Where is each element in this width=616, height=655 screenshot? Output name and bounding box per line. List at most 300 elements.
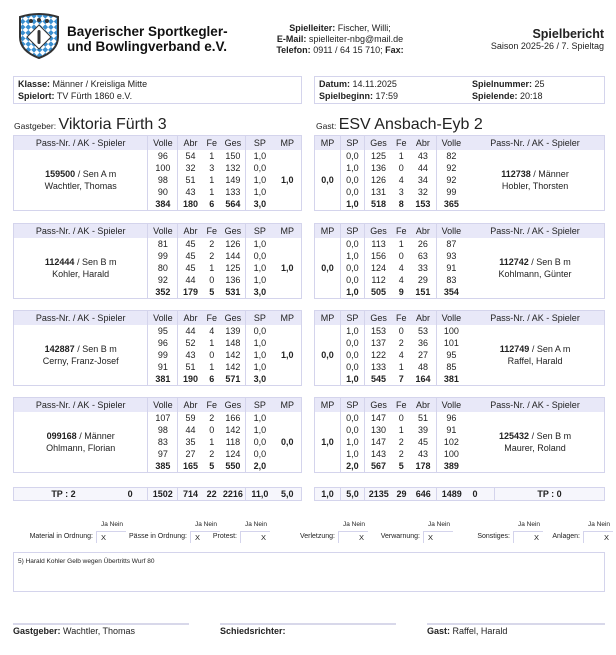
- referee-signature-line: [220, 623, 396, 625]
- table-row: [14, 412, 302, 424]
- ja-nein-header: Ja Nein: [518, 521, 541, 528]
- player-name: Ohlmann, Florian: [46, 442, 116, 453]
- column-header: MP: [315, 398, 341, 412]
- cell: 83: [148, 436, 178, 448]
- datum-value: 14.11.2025: [352, 79, 397, 89]
- pass-number: 125432: [499, 430, 530, 441]
- cell: 143: [364, 448, 392, 460]
- cell: 98: [148, 174, 178, 186]
- cell: 96: [148, 150, 178, 162]
- check-box[interactable]: [240, 531, 270, 543]
- cell: 564: [225, 198, 241, 209]
- cell: 122: [364, 349, 392, 361]
- column-header: Volle: [148, 398, 178, 412]
- contact-info: [240, 23, 440, 56]
- cell: 156: [364, 250, 392, 262]
- table-header: [315, 311, 605, 325]
- column-header: Pass-Nr. / AK - Spieler: [14, 311, 148, 325]
- cell: 1: [398, 238, 404, 249]
- cell: 44: [178, 424, 203, 436]
- cell: 153: [364, 325, 392, 337]
- match-points: 0,0: [281, 436, 294, 447]
- guest-signature-line: [427, 623, 605, 625]
- cell: 34: [417, 174, 428, 185]
- cell: 153: [415, 198, 431, 209]
- klasse-label: Klasse:: [18, 79, 51, 89]
- cell: 107: [148, 412, 178, 424]
- cell: 180: [178, 198, 203, 211]
- column-header: Fe: [392, 224, 410, 238]
- bavarian-shield-icon: [17, 13, 61, 59]
- column-header: Ges: [221, 224, 246, 238]
- report-heading: [491, 27, 604, 52]
- player-cell: [14, 325, 148, 386]
- match-points: 1,0: [321, 436, 334, 447]
- column-header: MP: [315, 311, 341, 325]
- guest-total-sp: 5,0: [341, 488, 365, 501]
- cell: 136: [364, 162, 392, 174]
- cell: 0: [209, 424, 215, 435]
- cell: 2: [398, 448, 404, 459]
- player-cell: [14, 412, 148, 473]
- column-header: Abr: [410, 224, 436, 238]
- cell: 385: [148, 460, 178, 473]
- referee-signature-label: Schiedsrichter:: [220, 626, 286, 636]
- cell: 0: [398, 250, 404, 261]
- cell: 1: [209, 262, 215, 273]
- cell: 39: [417, 424, 428, 435]
- home-team-name: Viktoria Fürth 3: [58, 116, 167, 133]
- column-header: Pass-Nr. / AK - Spieler: [14, 224, 148, 238]
- table-header: [315, 224, 605, 238]
- guest-total-fe: 29: [393, 488, 411, 501]
- cell: 32: [417, 186, 428, 197]
- cell: 85: [436, 361, 466, 373]
- spielende-value: 20:18: [520, 91, 543, 101]
- pass-number: 112444: [44, 256, 75, 267]
- spielleiter-value: Fischer, Willi;: [337, 23, 391, 33]
- cell: 51: [178, 174, 203, 186]
- cell: 505: [364, 286, 392, 299]
- cell: 83: [436, 274, 466, 286]
- column-header: Pass-Nr. / AK - Spieler: [14, 136, 148, 150]
- cell: 1: [398, 150, 404, 161]
- column-header: Pass-Nr. / AK - Spieler: [466, 136, 604, 150]
- cell: 147: [364, 436, 392, 448]
- column-header: SP: [246, 224, 274, 238]
- check-nein[interactable]: X: [603, 533, 609, 542]
- table-row: [315, 412, 605, 424]
- cell: 6: [209, 198, 215, 209]
- spielbeginn-label: Spielbeginn:: [319, 91, 373, 101]
- column-header: Volle: [148, 224, 178, 238]
- cell: 43: [178, 349, 203, 361]
- email-label: E-Mail:: [276, 34, 307, 44]
- cell: 545: [364, 373, 392, 386]
- cell: 190: [178, 373, 203, 386]
- age-class: / Sen B m: [74, 256, 117, 267]
- cell: 1: [209, 150, 215, 161]
- cell: 124: [225, 448, 241, 459]
- cell: 4: [209, 325, 215, 336]
- age-class: / Sen B m: [529, 430, 572, 441]
- cell: 0,0: [340, 424, 364, 436]
- cell: 571: [225, 373, 241, 384]
- table-header: [315, 398, 605, 412]
- cell: 3: [398, 186, 404, 197]
- cell: 45: [417, 436, 428, 447]
- pass-number: 142887: [44, 343, 75, 354]
- match-points: 0,0: [321, 174, 334, 185]
- cell: 98: [148, 424, 178, 436]
- home-signature: [13, 626, 135, 636]
- cell: 32: [178, 162, 203, 174]
- column-header: MP: [315, 136, 341, 150]
- column-header: SP: [340, 311, 364, 325]
- cell: 365: [436, 198, 466, 211]
- cell: 44: [178, 325, 203, 337]
- cell: 142: [225, 424, 241, 435]
- check-nein[interactable]: X: [533, 533, 539, 542]
- player-cell: [466, 325, 604, 386]
- cell: 142: [225, 361, 241, 372]
- player-id: [466, 343, 604, 355]
- cell: 1,0: [246, 238, 274, 250]
- cell: 91: [436, 262, 466, 274]
- column-header: Abr: [178, 224, 203, 238]
- cell: 0,0: [340, 274, 364, 286]
- table-row: [14, 325, 302, 337]
- table-header: [14, 398, 302, 412]
- remarks-text: 5) Harald Kohler Gelb wegen Übertritts Wurf 80: [18, 558, 155, 565]
- cell: 29: [417, 274, 428, 285]
- cell: 8: [398, 198, 404, 209]
- datum-label: Datum:: [319, 79, 350, 89]
- column-header: MP: [274, 136, 302, 150]
- guest-total-row: [314, 487, 605, 501]
- column-header: Fe: [203, 311, 221, 325]
- cell: 1,0: [340, 198, 364, 211]
- column-header: Volle: [436, 311, 466, 325]
- cell: 1,0: [246, 150, 274, 162]
- cell: 92: [148, 274, 178, 286]
- cell: 0,0: [340, 349, 364, 361]
- cell: 5: [209, 460, 215, 471]
- column-header: SP: [246, 311, 274, 325]
- cell: 81: [148, 238, 178, 250]
- cell: 27: [417, 349, 428, 360]
- cell: 90: [148, 186, 178, 198]
- cell: 6: [209, 373, 215, 384]
- cell: 7: [398, 373, 404, 384]
- cell: 80: [148, 262, 178, 274]
- ja-nein-header: Ja Nein: [101, 521, 124, 528]
- telefon-value: 0911 / 64 15 710;: [313, 45, 383, 55]
- home-total-sp: 11,0: [246, 488, 274, 501]
- cell: 82: [436, 150, 466, 162]
- guest-player-table: [314, 310, 605, 386]
- column-header: SP: [340, 224, 364, 238]
- cell: 0,0: [340, 337, 364, 349]
- check-box[interactable]: [513, 531, 543, 543]
- player-cell: [466, 150, 604, 211]
- table-row: [14, 150, 302, 162]
- cell: 179: [178, 286, 203, 299]
- cell: 1,0: [340, 373, 364, 386]
- fax-label: Fax:: [385, 45, 404, 55]
- guest-team-label: Gast:: [316, 121, 337, 131]
- cell: 43: [417, 448, 428, 459]
- player-id: [466, 256, 604, 268]
- cell: 44: [178, 274, 203, 286]
- cell: 531: [225, 286, 241, 297]
- cell: 27: [178, 448, 203, 460]
- cell: 1,0: [340, 250, 364, 262]
- column-header: Ges: [364, 136, 392, 150]
- cell: 354: [436, 286, 466, 299]
- guest-player-table: [314, 135, 605, 211]
- cell: 1,0: [340, 286, 364, 299]
- cell: 2: [398, 337, 404, 348]
- column-header: Ges: [221, 311, 246, 325]
- cell: 126: [225, 238, 241, 249]
- cell: 4: [398, 262, 404, 273]
- home-total-row: [13, 487, 302, 501]
- column-header: Ges: [364, 224, 392, 238]
- guest-total-zero: 0: [467, 488, 495, 501]
- column-header: Pass-Nr. / AK - Spieler: [466, 311, 604, 325]
- cell: 43: [417, 150, 428, 161]
- cell: 1: [398, 424, 404, 435]
- home-total-mp: 5,0: [274, 488, 302, 501]
- cell: 1,0: [246, 174, 274, 186]
- cell: 142: [225, 349, 241, 360]
- cell: 0,0: [246, 448, 274, 460]
- check-label: Protest:: [212, 533, 237, 540]
- cell: 133: [225, 186, 241, 197]
- column-header: Volle: [436, 398, 466, 412]
- player-id: [466, 430, 604, 442]
- guest-team-name: ESV Ansbach-Eyb 2: [338, 116, 483, 133]
- column-header: MP: [315, 224, 341, 238]
- column-header: Abr: [410, 136, 436, 150]
- check-box[interactable]: [423, 531, 453, 543]
- match-points: 1,0: [281, 174, 294, 185]
- cell: 51: [417, 412, 428, 423]
- home-total-abr: 714: [178, 488, 203, 501]
- check-ja[interactable]: X: [101, 533, 107, 542]
- column-header: MP: [274, 311, 302, 325]
- report-title: Spielbericht: [532, 27, 604, 41]
- cell: 45: [178, 262, 203, 274]
- cell: 0,0: [340, 262, 364, 274]
- cell: 96: [148, 337, 178, 349]
- cell: 92: [436, 162, 466, 174]
- cell: 95: [436, 349, 466, 361]
- home-tp: TP : 2: [14, 488, 113, 501]
- guest-signature: [427, 626, 507, 636]
- cell: 63: [417, 250, 428, 261]
- check-box[interactable]: [96, 531, 126, 543]
- cell: 33: [417, 262, 428, 273]
- cell: 352: [148, 286, 178, 299]
- cell: 59: [178, 412, 203, 424]
- cell: 0: [209, 274, 215, 285]
- cell: 1: [209, 361, 215, 372]
- cell: 0,0: [246, 162, 274, 174]
- column-header: Abr: [178, 136, 203, 150]
- spielende-label: Spielende:: [472, 91, 518, 101]
- cell: 136: [225, 274, 241, 285]
- home-total-zero: 0: [113, 488, 148, 501]
- column-header: Ges: [364, 398, 392, 412]
- player-id: [14, 430, 147, 442]
- cell: 87: [436, 238, 466, 250]
- cell: 124: [364, 262, 392, 274]
- report-subtitle: Saison 2025-26 / 7. Spieltag: [490, 41, 604, 51]
- column-header: Fe: [203, 224, 221, 238]
- cell: 384: [148, 198, 178, 211]
- cell: 4: [398, 174, 404, 185]
- cell: 101: [436, 337, 466, 349]
- column-header: Abr: [178, 311, 203, 325]
- pass-number: 159500: [45, 168, 76, 179]
- cell: 92: [436, 174, 466, 186]
- email-link[interactable]: spielleiter-nbg@mail.de: [308, 34, 404, 44]
- cell: 4: [398, 349, 404, 360]
- cell: 100: [436, 325, 466, 337]
- cell: 54: [178, 150, 203, 162]
- guest-player-table: [314, 223, 605, 299]
- cell: 0: [398, 162, 404, 173]
- cell: 2,0: [340, 460, 364, 473]
- cell: 52: [178, 337, 203, 349]
- cell: 0,0: [340, 174, 364, 186]
- column-header: SP: [340, 398, 364, 412]
- cell: 48: [417, 361, 428, 372]
- column-header: Pass-Nr. / AK - Spieler: [466, 398, 604, 412]
- cell: 0,0: [340, 361, 364, 373]
- cell: 1,0: [246, 424, 274, 436]
- cell: 118: [225, 436, 241, 447]
- cell: 45: [178, 238, 203, 250]
- cell: 97: [148, 448, 178, 460]
- cell: 1,0: [246, 186, 274, 198]
- cell: 126: [364, 174, 392, 186]
- cell: 0,0: [340, 186, 364, 198]
- spielnummer-label: Spielnummer:: [472, 79, 533, 89]
- check-nein[interactable]: X: [260, 533, 266, 542]
- column-header: Fe: [392, 136, 410, 150]
- cell: 102: [436, 436, 466, 448]
- pass-number: 112742: [499, 256, 529, 267]
- cell: 518: [364, 198, 392, 211]
- cell: 0: [398, 325, 404, 336]
- cell: 35: [178, 436, 203, 448]
- cell: 151: [415, 286, 431, 297]
- check-ja[interactable]: X: [428, 533, 434, 542]
- match-points: 1,0: [281, 349, 294, 360]
- org-name-line2: und Bowlingverband e.V.: [67, 39, 228, 54]
- cell: 132: [225, 162, 241, 173]
- guest-team-heading: [316, 116, 483, 134]
- home-total-ges: 2216: [221, 488, 246, 501]
- table-header: [14, 224, 302, 238]
- cell: 0,0: [246, 436, 274, 448]
- column-header: Fe: [392, 398, 410, 412]
- spielnummer-value: 25: [534, 79, 545, 89]
- check-ja[interactable]: X: [195, 533, 201, 542]
- cell: 1,0: [246, 337, 274, 349]
- cell: 0: [209, 349, 215, 360]
- cell: 0,0: [246, 325, 274, 337]
- player-id: [14, 343, 147, 355]
- cell: 567: [364, 460, 392, 473]
- cell: 100: [436, 448, 466, 460]
- cell: 389: [436, 460, 466, 473]
- cell: 1: [398, 361, 404, 372]
- cell: 1,0: [246, 262, 274, 274]
- pass-number: 112749: [499, 343, 530, 354]
- age-class: / Männer: [76, 430, 115, 441]
- cell: 148: [225, 337, 241, 348]
- home-player-table: [13, 135, 302, 211]
- cell: 5: [209, 286, 215, 297]
- cell: 2: [209, 412, 215, 423]
- check-box[interactable]: [583, 531, 613, 543]
- org-name-line1: Bayerischer Sportkegler-: [67, 24, 228, 39]
- ja-nein-header: Ja Nein: [343, 521, 366, 528]
- match-points: 0,0: [321, 349, 334, 360]
- cell: 1: [209, 186, 215, 197]
- column-header: Volle: [436, 136, 466, 150]
- cell: 1: [209, 436, 215, 447]
- player-id: [14, 256, 147, 268]
- cell: 0,0: [340, 150, 364, 162]
- cell: 4: [398, 274, 404, 285]
- column-header: Volle: [148, 136, 178, 150]
- checks-row: [13, 521, 613, 545]
- table-header: [14, 136, 302, 150]
- pass-number: 112738: [501, 168, 531, 179]
- guest-tp: TP : 0: [495, 488, 605, 501]
- remarks-box: [13, 552, 605, 592]
- cell: 139: [225, 325, 241, 336]
- cell: 36: [417, 337, 428, 348]
- check-label: Anlagen:: [552, 533, 580, 540]
- cell: 113: [364, 238, 392, 250]
- home-team-heading: [14, 116, 167, 134]
- check-box[interactable]: [338, 531, 368, 543]
- cell: 125: [364, 150, 392, 162]
- column-header: Ges: [221, 136, 246, 150]
- cell: 53: [417, 325, 428, 336]
- cell: 165: [178, 460, 203, 473]
- player-name: Kohlmann, Günter: [498, 268, 572, 279]
- check-nein[interactable]: X: [358, 533, 364, 542]
- guest-total-abr: 646: [411, 488, 437, 501]
- match-points: 0,0: [321, 262, 334, 273]
- cell: 3,0: [246, 373, 274, 386]
- guest-signature-name: Raffel, Harald: [452, 626, 508, 636]
- guest-signature-label: Gast:: [427, 626, 451, 636]
- player-id: [466, 168, 604, 180]
- cell: 164: [415, 373, 431, 384]
- home-signature-name: Wachtler, Thomas: [63, 626, 136, 636]
- home-total-fe: 22: [203, 488, 221, 501]
- cell: 91: [148, 361, 178, 373]
- match-points: 1,0: [281, 262, 294, 273]
